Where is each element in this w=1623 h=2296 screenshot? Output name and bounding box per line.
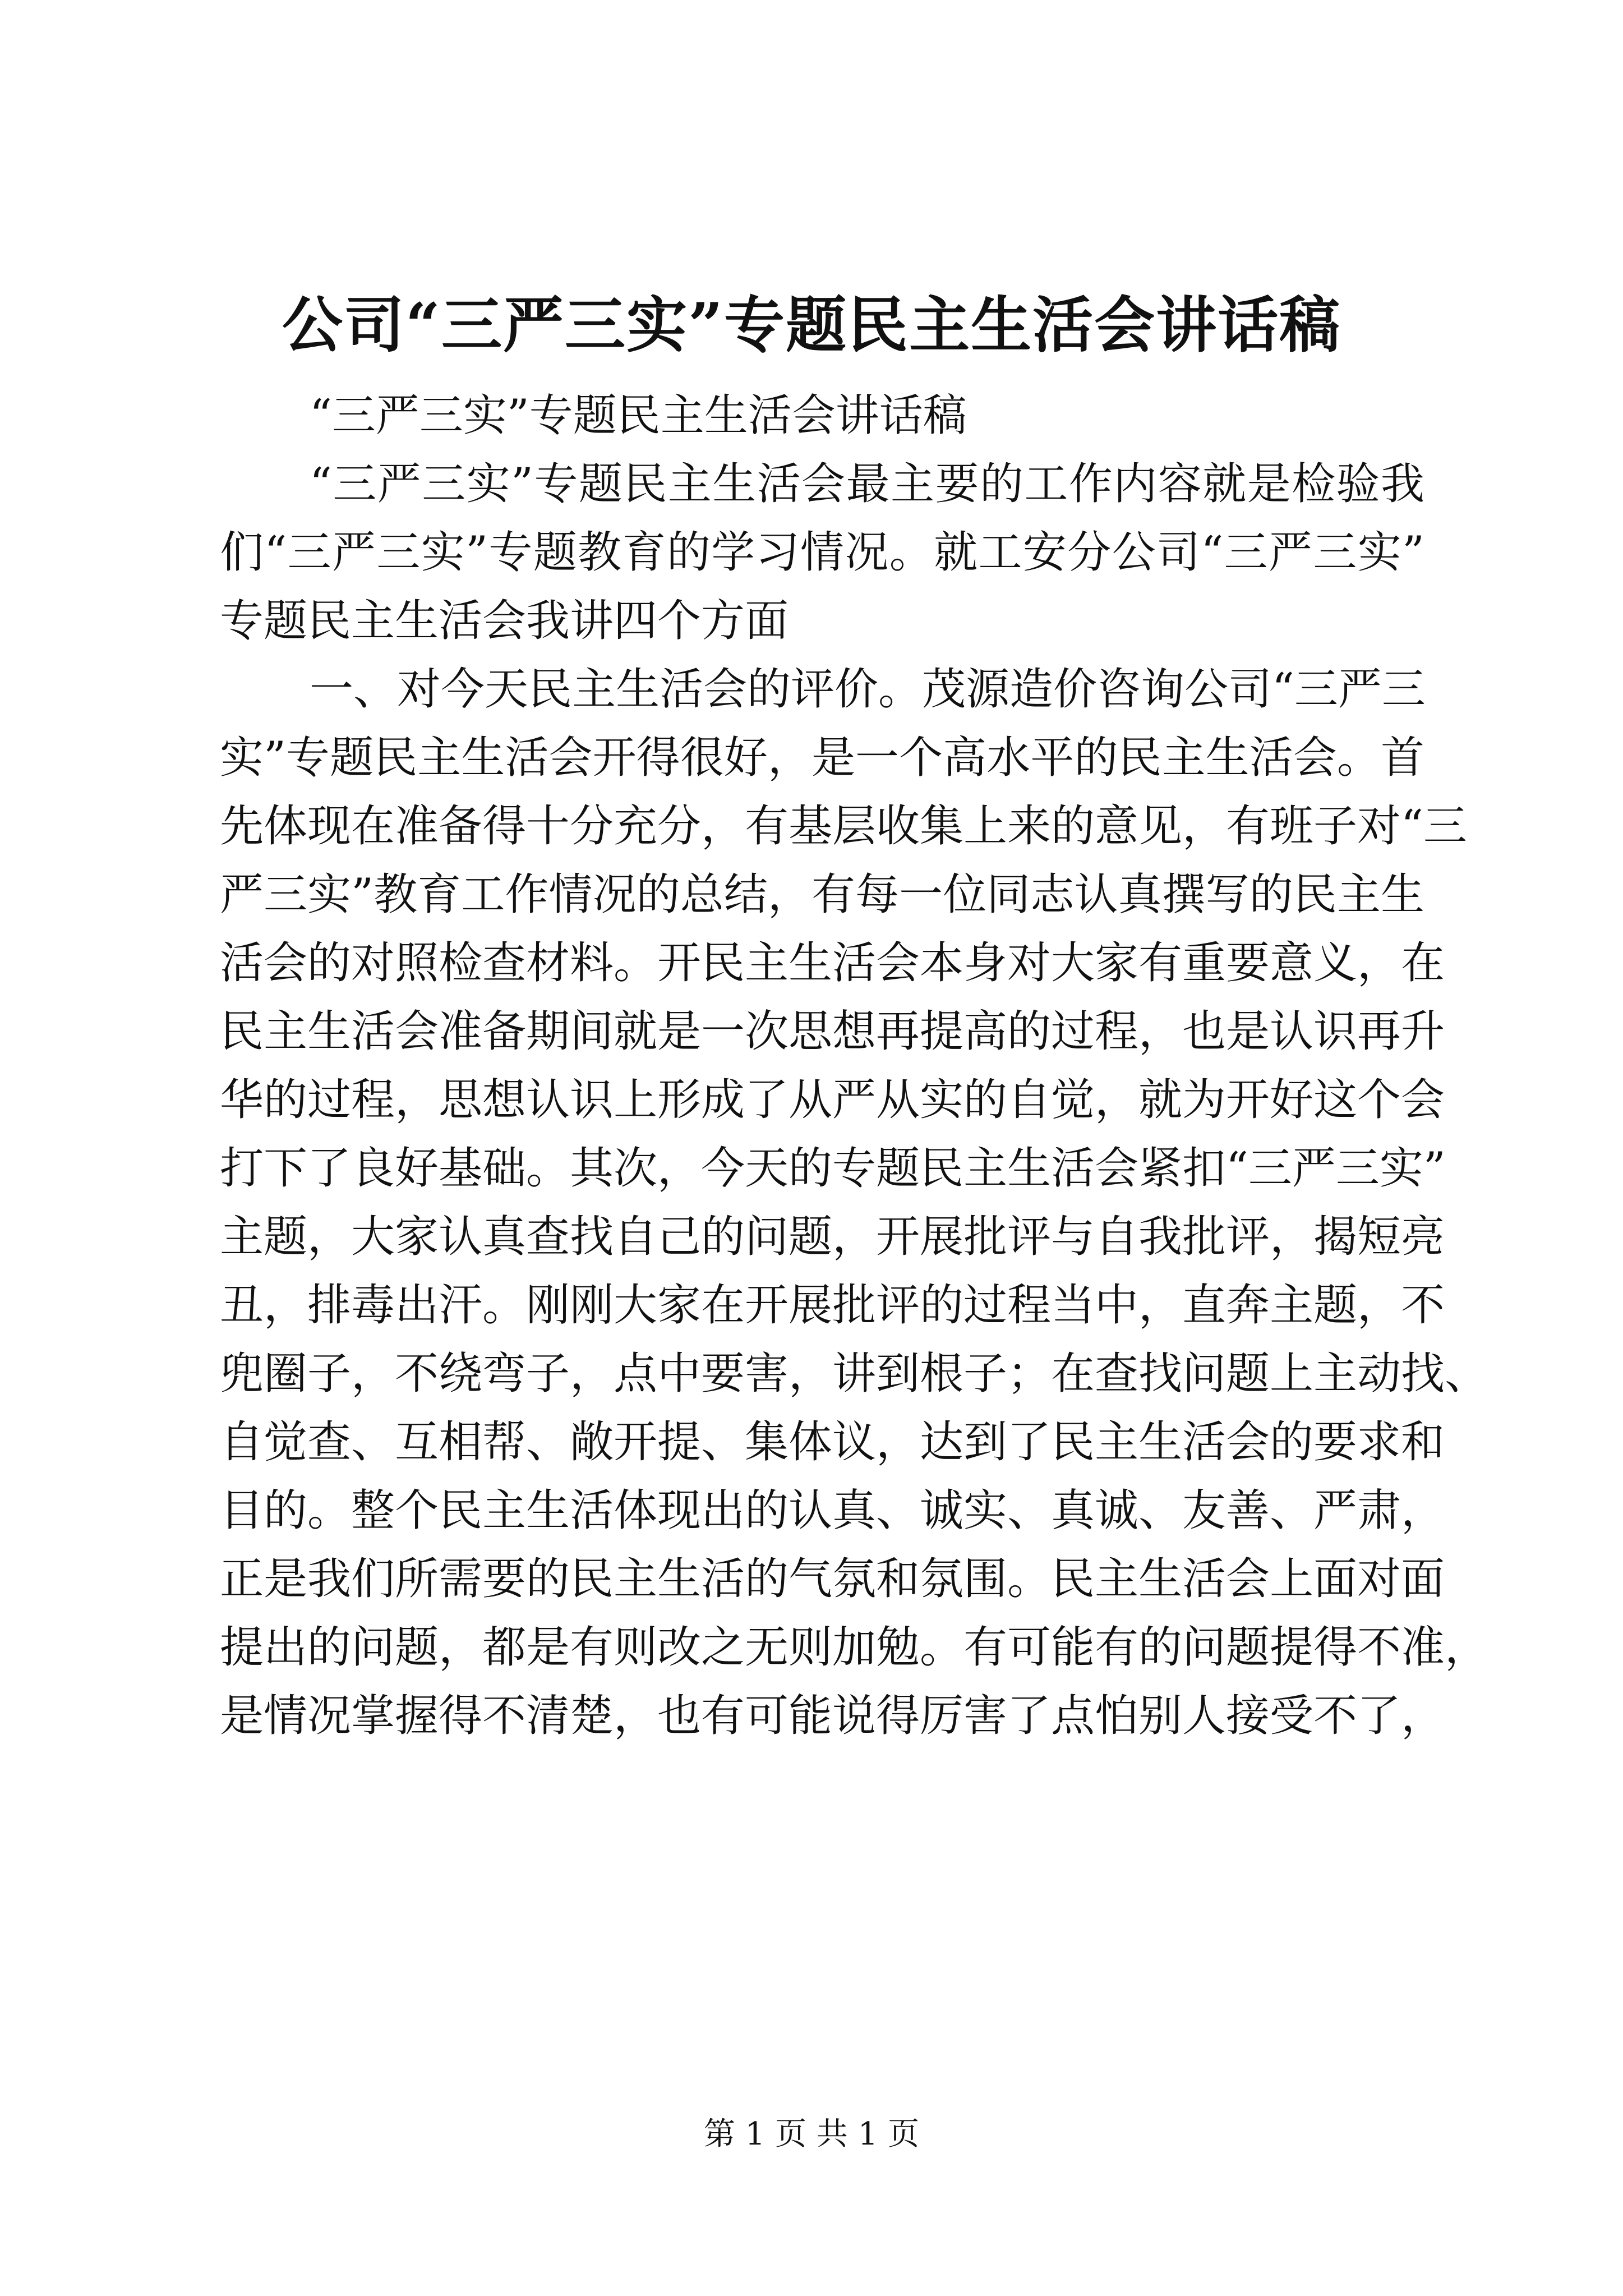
paragraph-line: 打下了良好基础。其次，今天的专题民主生活会紧扣“三严三实” — [220, 1143, 1446, 1194]
paragraph-line: 专题民主生活会我讲四个方面 — [220, 596, 789, 646]
paragraph-line: 们“三严三实”专题教育的学习情况。就工安分公司“三严三实” — [220, 527, 1424, 578]
document-body — [220, 381, 1489, 1750]
paragraph-line: 活会的对照检查材料。开民主生活会本身对大家有重要意义，在 — [220, 938, 1445, 988]
paragraph-line: 主题，大家认真查找自己的问题，开展批评与自我批评，揭短亮 — [220, 1212, 1445, 1262]
page-footer: 第 1 页 共 1 页 — [703, 2116, 920, 2152]
paragraph-line: 一、对今天民主生活会的评价。茂源造价咨询公司“三严三 — [310, 664, 1426, 715]
paragraph-line: 正是我们所需要的民主生活的气氛和氛围。民主生活会上面对面 — [220, 1554, 1445, 1604]
paragraph-line: 先体现在准备得十分充分，有基层收集上来的意见，有班子对“三 — [220, 801, 1467, 852]
paragraph-line: 华的过程，思想认识上形成了从严从实的自觉，就为开好这个会 — [220, 1075, 1445, 1125]
paragraph-line: 目的。整个民主生活体现出的认真、诚实、真诚、友善、严肃， — [220, 1485, 1445, 1536]
paragraph-line: 丑，排毒出汗。刚刚大家在开展批评的过程当中，直奔主题，不 — [220, 1280, 1445, 1331]
paragraph-line: 兜圈子，不绕弯子，点中要害，讲到根子；在查找问题上主动找、 — [220, 1349, 1489, 1399]
paragraph-line: “三严三实”专题民主生活会最主要的工作内容就是检验我 — [310, 459, 1424, 509]
subtitle-line: “三严三实”专题民主生活会讲话稿 — [310, 390, 967, 441]
paragraph-line: 自觉查、互相帮、敞开提、集体议，达到了民主生活会的要求和 — [220, 1417, 1445, 1467]
document-title: 公司“三严三实”专题民主生活会讲话稿 — [282, 290, 1341, 361]
paragraph-line: 是情况掌握得不清楚，也有可能说得厉害了点怕别人接受不了， — [220, 1691, 1445, 1741]
paragraph-line: 严三实”教育工作情况的总结，有每一位同志认真撰写的民主生 — [220, 869, 1424, 920]
paragraph-line: 提出的问题，都是有则改之无则加勉。有可能有的问题提得不准， — [220, 1622, 1489, 1673]
paragraph-line: 实”专题民主生活会开得很好，是一个高水平的民主生活会。首 — [220, 733, 1424, 783]
paragraph-line: 民主生活会准备期间就是一次思想再提高的过程，也是认识再升 — [220, 1006, 1445, 1057]
